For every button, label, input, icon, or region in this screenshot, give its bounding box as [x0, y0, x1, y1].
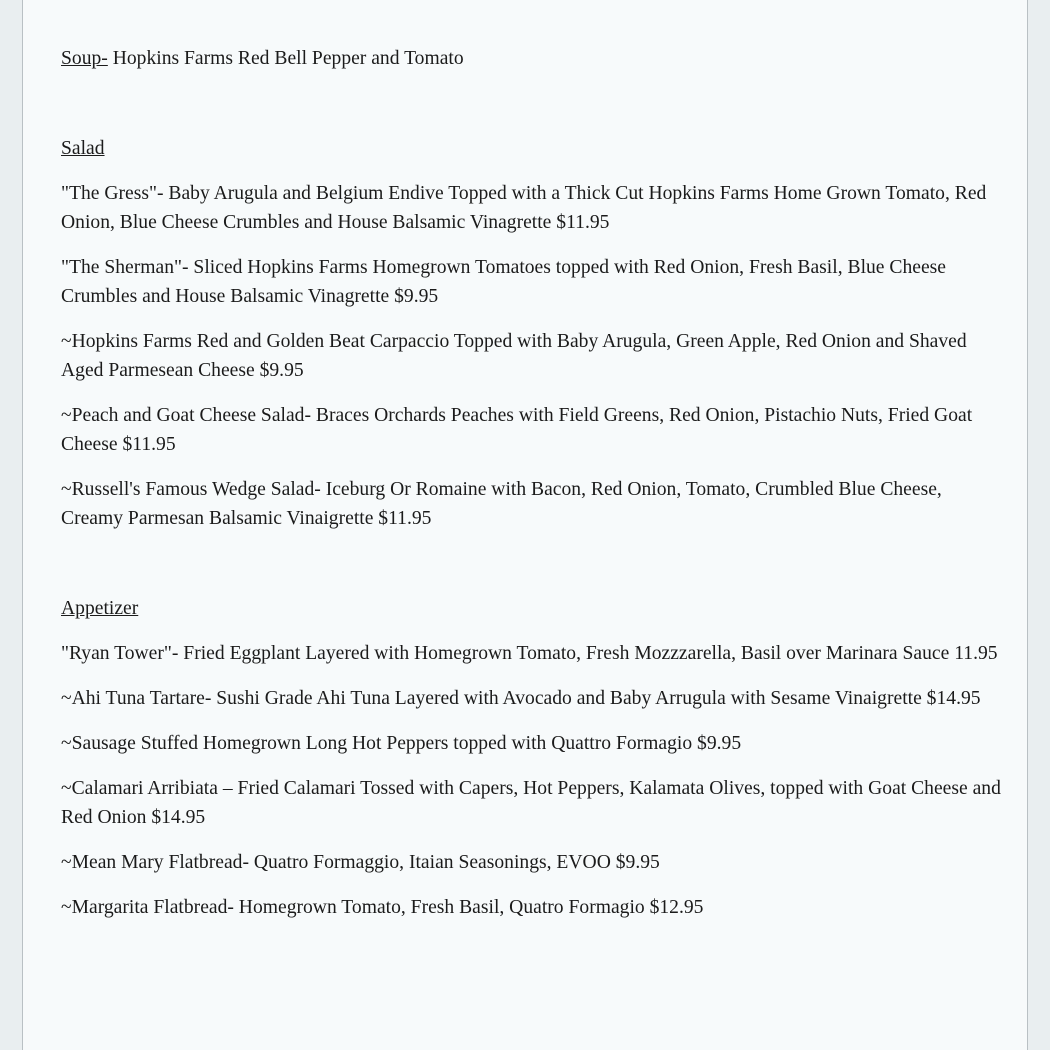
appetizer-item-mean-mary-flatbread: ~Mean Mary Flatbread- Quatro Formaggio, Itaian Seasonings, EVOO $9.95 [61, 852, 660, 873]
appetizer-item-sausage-peppers: ~Sausage Stuffed Homegrown Long Hot Peppers topped with Quattro Formagio $9.95 [61, 733, 742, 754]
appetizer-item-ryan-tower: "Ryan Tower"- Fried Eggplant Layered with Homegrown Tomato, Fresh Mozzzarella, Basil over Marinara Sauce 11.95 [61, 643, 998, 664]
appetizer-item-ahi-tuna-tartare: ~Ahi Tuna Tartare- Sushi Grade Ahi Tuna Layered with Avocado and Baby Arrugula with Sesame Vinaigrette $14.95 [61, 688, 981, 709]
soup-description: Hopkins Farms Red Bell Pepper and Tomato [107, 48, 464, 69]
salad-item-peach-goat-cheese: ~Peach and Goat Cheese Salad- Braces Orchards Peaches with Field Greens, Red Onion, Pistachio Nuts, Fried Goat Cheese $11.95 [61, 405, 973, 455]
appetizer-list [61, 639, 1001, 922]
menu-content [61, 44, 1001, 922]
salad-list [61, 179, 1001, 533]
appetizer-item-margarita-flatbread: ~Margarita Flatbread- Homegrown Tomato, Fresh Basil, Quatro Formagio $12.95 [61, 897, 704, 918]
soup-label: Soup- [61, 48, 108, 69]
salad-item-sherman: "The Sherman"- Sliced Hopkins Farms Homegrown Tomatoes topped with Red Onion, Fresh Basil, Blue Cheese Crumbles and House Balsamic Vinagrette $9.95 [61, 257, 946, 307]
soup-line [61, 44, 1001, 73]
appetizer-heading: Appetizer [61, 598, 139, 619]
salad-heading: Salad [61, 138, 105, 159]
salad-item-wedge: ~Russell's Famous Wedge Salad- Iceburg Or Romaine with Bacon, Red Onion, Tomato, Crumbled Blue Cheese, Creamy Parmesan Balsamic Vinaigrette $11.95 [61, 479, 942, 529]
salad-item-beet-carpaccio: ~Hopkins Farms Red and Golden Beat Carpaccio Topped with Baby Arugula, Green Apple, Red Onion and Shaved Aged Parmesean Cheese $9.95 [61, 331, 967, 381]
appetizer-item-calamari: ~Calamari Arribiata – Fried Calamari Tossed with Capers, Hot Peppers, Kalamata Olives, topped with Goat Cheese and Red Onion $14.95 [61, 778, 1001, 828]
menu-page [22, 0, 1028, 1050]
salad-item-gress: "The Gress"- Baby Arugula and Belgium Endive Topped with a Thick Cut Hopkins Farms Home Grown Tomato, Red Onion, Blue Cheese Crumbles and House Balsamic Vinagrette $11.95 [61, 183, 987, 233]
